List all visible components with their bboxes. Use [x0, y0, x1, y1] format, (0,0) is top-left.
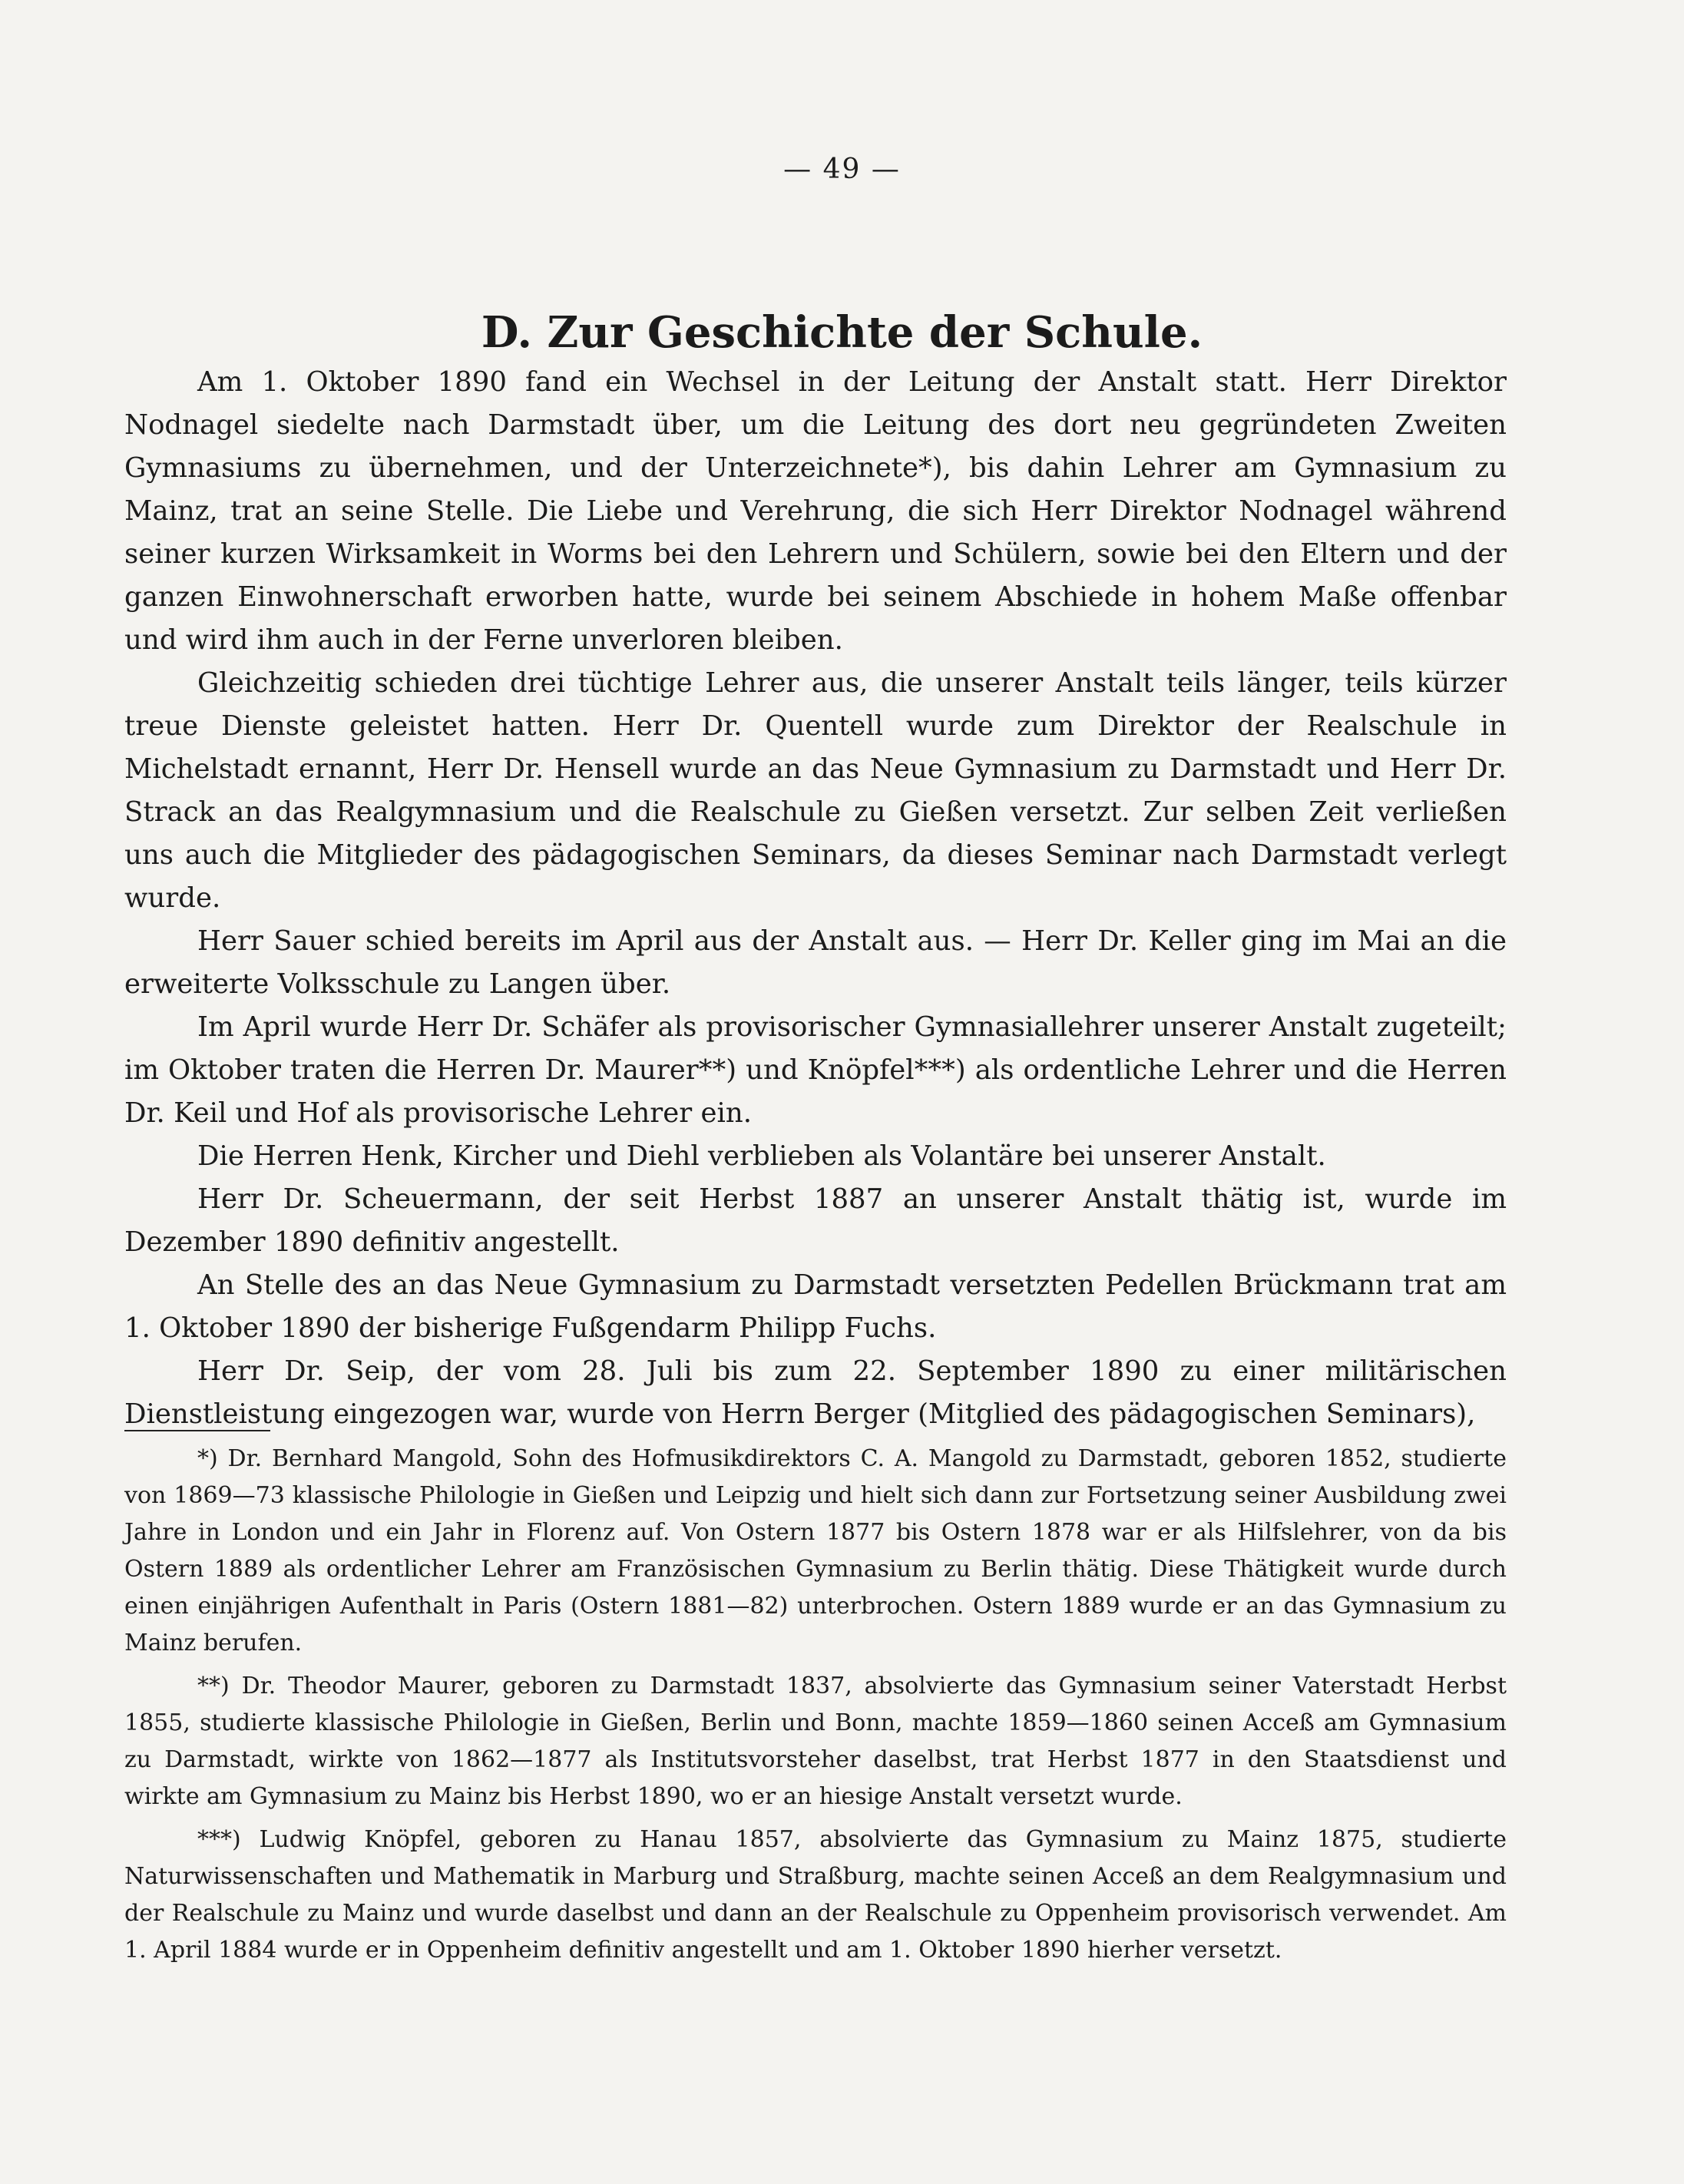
paragraph-seip: Herr Dr. Seip, der vom 28. Juli bis zum 22. September 1890 zu einer militärischen Dienstleistung eingezogen war, wurde von Herrn Berger (Mitglied des pädagogischen Seminars), — [124, 1355, 1507, 1430]
paragraph-teachers-departed: Gleichzeitig schieden drei tüchtige Lehrer aus, die unserer Anstalt teils länger, teils kürzer treue Dienste geleistet hatten. Herr Dr. Quentell wurde zum Direktor der Realschule in Michelstadt ernannt, Herr Dr. Hensell wurde an das Neue Gymnasium zu Darmstadt und Herr Dr. Strack an das Realgymnasium und die Realschule zu Gießen versetzt. Zur selben Zeit verließen uns auch die Mitglieder des pädagogischen Seminars, da dieses Seminar nach Darmstadt verlegt wurde. — [124, 667, 1507, 914]
main-text — [124, 361, 1507, 1436]
footnote-knoepfel: ***) Ludwig Knöpfel, geboren zu Hanau 1857, absolvierte das Gymnasium zu Mainz 1875, studierte Naturwissenschaften und Mathematik in Marburg und Straßburg, machte seinen Accеß an dem Realgymnasium und der Realschule zu Mainz und wurde daselbst und dann an der Realschule zu Oppenheim provisorisch verwendet. Am 1. April 1884 wurde er in Oppenheim definitiv angestellt und am 1. Oktober 1890 hierher versetzt. — [124, 1826, 1507, 1964]
paragraph-volunteers: Die Herren Henk, Kircher und Diehl verblieben als Volantäre bei unserer Anstalt. — [197, 1140, 1326, 1172]
footnotes — [124, 1441, 1507, 1975]
footnote-maurer: **) Dr. Theodor Maurer, geboren zu Darmstadt 1837, absolvierte das Gymnasium seiner Vaterstadt Herbst 1855, studierte klassische Philologie in Gießen, Berlin und Bonn, machte 1859—1860 seinen Acceß am Gymnasium zu Darmstadt, wirkte von 1862—1877 als Institutsvorsteher daselbst, trat Herbst 1877 in den Staatsdienst und wirkte am Gymnasium zu Mainz bis Herbst 1890, wo er an hiesige Anstalt versetzt wurde. — [124, 1673, 1507, 1810]
paragraph-scheuermann: Herr Dr. Scheuermann, der seit Herbst 1887 an unserer Anstalt thätig ist, wurde im Dezember 1890 definitiv angestellt. — [124, 1183, 1507, 1258]
paragraph-leadership-change: Am 1. Oktober 1890 fand ein Wechsel in der Leitung der Anstalt statt. Herr Direktor Nodnagel siedelte nach Darmstadt über, um die Leitung des dort neu gegründeten Zweiten Gymnasiums zu übernehmen, und der Unterzeichnete*), bis dahin Lehrer am Gymnasium zu Mainz, trat an seine Stelle. Die Liebe und Verehrung, die sich Herr Direktor Nodnagel während seiner kurzen Wirksamkeit in Worms bei den Lehrern und Schülern, sowie bei den Eltern und der ganzen Einwohnerschaft erworben hatte, wurde bei seinem Abschiede in hohem Maße offenbar und wird ihm auch in der Ferne unverloren bleiben. — [124, 366, 1507, 656]
footnote-mangold: *) Dr. Bernhard Mangold, Sohn des Hofmusikdirektors C. A. Mangold zu Darmstadt, geboren 1852, studierte von 1869—73 klassische Philologie in Gießen und Leipzig und hielt sich dann zur Fortsetzung seiner Ausbildung zwei Jahre in London und ein Jahr in Florenz auf. Von Ostern 1877 bis Ostern 1878 war er als Hilfslehrer, von da bis Ostern 1889 als ordentlicher Lehrer am Französischen Gymnasium zu Berlin thätig. Diese Thätigkeit wurde durch einen einjährigen Aufenthalt in Paris (Ostern 1881—82) unterbrochen. Ostern 1889 wurde er an das Gymnasium zu Mainz berufen. — [124, 1445, 1507, 1656]
section-heading: D. Zur Geschichte der Schule. — [481, 307, 1203, 358]
paragraph-sauer-keller: Herr Sauer schied bereits im April aus der Anstalt aus. — Herr Dr. Keller ging im Mai an die erweiterte Volksschule zu Langen über. — [124, 925, 1507, 1000]
paragraph-new-teachers: Im April wurde Herr Dr. Schäfer als provisorischer Gymnasiallehrer unserer Anstalt zugeteilt; im Oktober traten die Herren Dr. Maurer**) und Knöpfel***) als ordentliche Lehrer und die Herren Dr. Keil und Hof als provisorische Lehrer ein. — [124, 1011, 1507, 1129]
page-number: — 49 — — [783, 154, 901, 185]
footnote-separator — [124, 1430, 270, 1431]
paragraph-pedell: An Stelle des an das Neue Gymnasium zu Darmstadt versetzten Pedellen Brückmann trat am 1. Oktober 1890 der bisherige Fußgendarm Philipp Fuchs. — [124, 1269, 1507, 1344]
